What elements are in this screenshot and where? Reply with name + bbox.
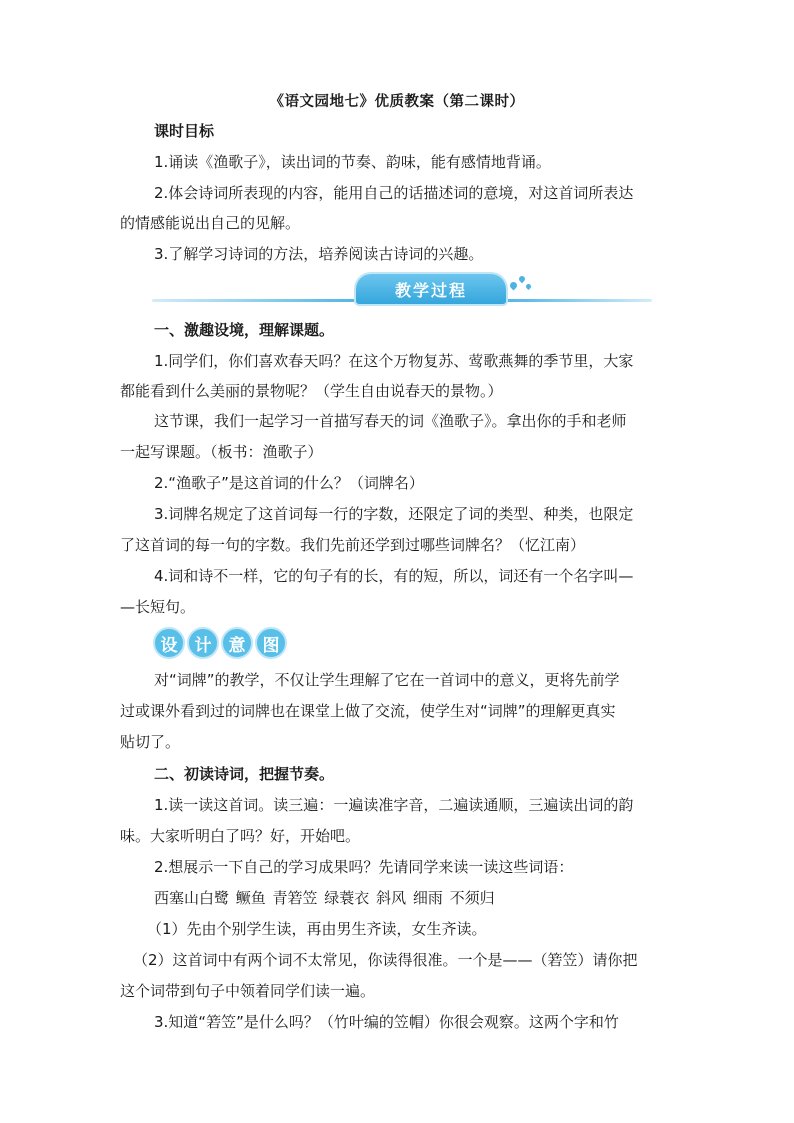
section1-line: 这节课，我们一起学习一首描写春天的词《渔歌子》。拿出你的手和老师 <box>154 412 627 430</box>
section2-line: 这个词带到句子中领着同学们读一遍。 <box>120 982 376 1000</box>
section1-line: 4.词和诗不一样，它的句子有的长，有的短，所以，词还有一个名字叫— <box>154 567 634 585</box>
badge-char: 图 <box>255 627 287 659</box>
goal-line: 2.体会诗词所表现的内容，能用自己的话描述词的意境，对这首词所表达 <box>154 184 634 202</box>
badge-char: 意 <box>221 627 253 659</box>
badge-char: 设 <box>153 627 185 659</box>
banner-label: 教学过程 <box>394 280 467 300</box>
goal-line: 的情感能说出自己的见解。 <box>120 214 301 232</box>
document-title: 《语文园地七》优质教案（第二课时） <box>269 94 525 110</box>
goal-line: 3.了解学习诗词的方法，培养阅读古诗词的兴趣。 <box>154 245 484 263</box>
section1-heading: 一、激趣设境，理解课题。 <box>154 321 335 339</box>
section1-line: 都能看到什么美丽的景物呢？（学生自由说春天的景物。） <box>120 382 503 400</box>
section2-line: 2.想展示一下自己的学习成果吗？先请同学来读一读这些词语： <box>154 858 574 876</box>
water-drops-icon <box>508 272 536 298</box>
section1-line: 一起写课题。（板书：渔歌子） <box>120 443 323 461</box>
goal-line: 1.诵读《渔歌子》，读出词的节奏、韵味，能有感情地背诵。 <box>154 153 551 171</box>
section1-line: 2.“渔歌子”是这首词的什么？（词牌名） <box>154 474 424 492</box>
vocabulary-line: 西塞山白鹭 鳜鱼 青箬笠 绿蓑衣 斜风 细雨 不须归 <box>154 889 495 907</box>
section2-line: 3.知道“箬笠”是什么吗？（竹叶编的笠帽）你很会观察。这两个字和竹 <box>154 1013 619 1031</box>
section1-line: 1.同学们，你们喜欢春天吗？在这个万物复苏、莺歌燕舞的季节里，大家 <box>154 352 634 370</box>
design-intent-badge <box>153 627 287 659</box>
badge-char: 计 <box>187 627 219 659</box>
section2-line: （1）先由个别学生读，再由男生齐读，女生齐读。 <box>147 920 487 938</box>
design-intent-line: 对“词牌”的教学，不仅让学生理解了它在一首词中的意义，更将先前学 <box>154 671 620 689</box>
design-intent-line: 过或课外看到过的词牌也在课堂上做了交流，使学生对“词牌”的理解更真实 <box>120 702 616 720</box>
goals-heading: 课时目标 <box>154 122 215 140</box>
section1-line: 了这首词的每一句的字数。我们先前还学到过哪些词牌名？（忆江南） <box>120 536 586 554</box>
section1-line: 3.词牌名规定了这首词每一行的字数，还限定了词的类型、种类，也限定 <box>154 505 634 523</box>
teaching-process-banner <box>152 272 652 306</box>
section2-line: 味。大家听明白了吗？好，开始吧。 <box>120 827 361 845</box>
section2-heading: 二、初读诗词，把握节奏。 <box>154 765 335 783</box>
section1-line: —长短句。 <box>120 598 196 616</box>
section2-line: 1.读一读这首词。读三遍：一遍读准字音，二遍读通顺，三遍读出词的韵 <box>154 796 634 814</box>
banner-tab <box>356 274 506 304</box>
section2-line: （2）这首词中有两个词不太常见，你读得很准。一个是——（箬笠）请你把 <box>133 951 638 969</box>
design-intent-line: 贴切了。 <box>120 733 181 751</box>
